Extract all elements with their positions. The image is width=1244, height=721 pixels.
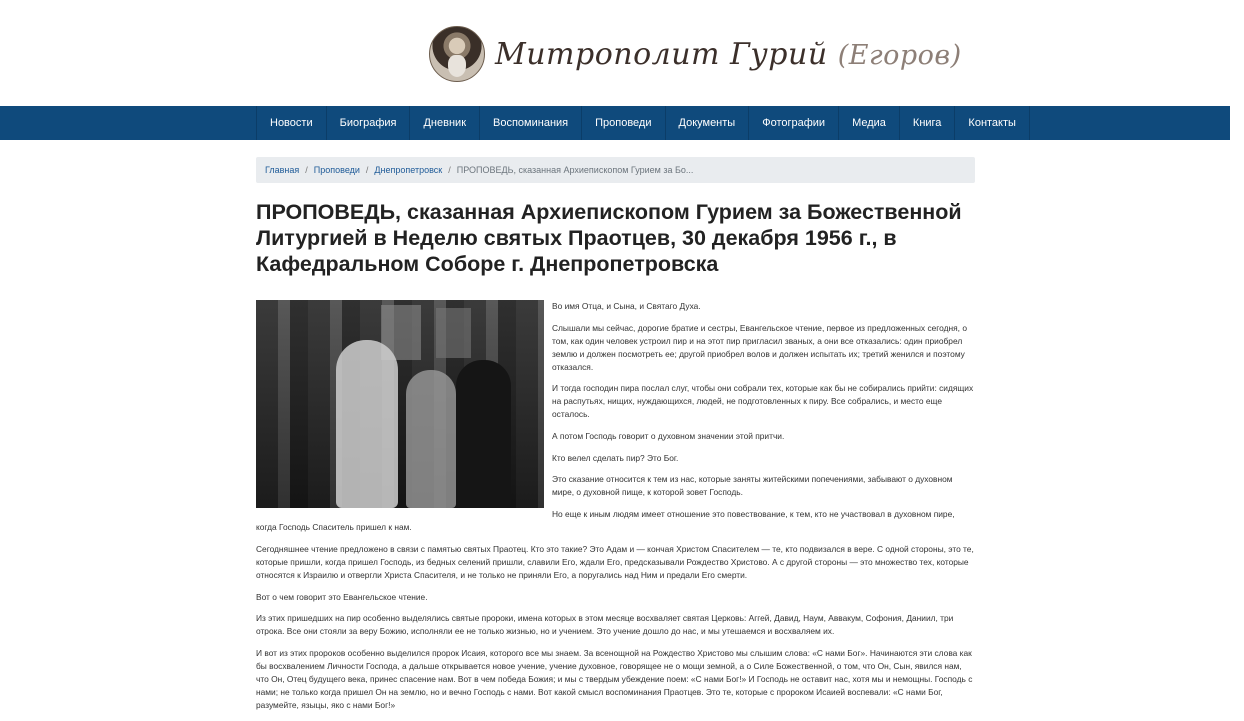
article-paragraph: Кто велел сделать пир? Это Бог. xyxy=(552,452,679,463)
site-header xyxy=(0,0,1244,106)
nav-item-photos[interactable]: Фотографии xyxy=(749,106,839,140)
photo-icon-detail xyxy=(436,308,471,358)
logo-title-subtitle: (Егоров) xyxy=(837,39,962,71)
nav-item-biography[interactable]: Биография xyxy=(327,106,411,140)
nav-item-sermons[interactable]: Проповеди xyxy=(582,106,665,140)
article-paragraph: Во имя Отца, и Сына, и Святаго Духа. xyxy=(552,301,701,311)
nav-item-diary[interactable]: Дневник xyxy=(410,106,480,140)
article-paragraph: И тогда господин пира послал слуг, чтобы они собрали тех, которые как бы не собирались прийти: сидящих на распутьях, нищих, нуждающихся, людей, не подготовленных к пиру. Все собрались, и место еще осталось. xyxy=(552,383,974,420)
article-paragraph: Слышали мы сейчас, дорогие братие и сестры, Евангельское чтение, первое из предложенных сегодня, о том, как один человек устроил пир и на этот пир пригласил званых, а они все отказались: один приобрел землю и должен посмотреть ее; другой приобрел волов и должен испытать их; третий женился и поэтому отказался. xyxy=(552,322,967,372)
article-paragraph: Но еще к иным людям имеет отношение это повествование, к тем, кто не участвовал в духовном пире, когда Господь Спаситель пришел к нам. xyxy=(256,509,955,533)
nav-item-contacts[interactable]: Контакты xyxy=(955,106,1030,140)
nav-item-memories[interactable]: Воспоминания xyxy=(480,106,582,140)
article-paragraph: И вот из этих пророков особенно выделился пророк Исаия, которого все мы знаем. За всенощной на Рождество Христово мы слышим слова: «С нами Бог». Начинаются эти слова как бы восхвалением Личности Господа, а дальше открывается новое учение, учение духовное, говорящее не о мощи земной, а о Силе Божественной, о том, что Он, Сын, явился нам, что Он, Отец будущего века, принес спасение нам. Вот в чем победа Божия; и мы с твердым убеждение поем: «С нами Бог!» И Господь не оставит нас, хотя мы и немощны. Господь с нами; не только когда пришел Он на землю, но и вечно Господь с нами. Вот какой смысл воспоминания Праотцев. Это те, которые с пророком Исаией воспевали: «С нами Бог, разумейте, языцы, яко с нами Бог!» xyxy=(256,647,973,710)
breadcrumb-home-link[interactable]: Главная xyxy=(265,165,300,175)
article-paragraph: Это сказание относится к тем из нас, которые заняты житейскими попечениями, забывают о духовном мире, о духовной пище, к которой зовет Господь. xyxy=(552,474,953,498)
photo-figure xyxy=(406,370,456,508)
breadcrumb-separator: / xyxy=(448,165,451,175)
page-title: ПРОПОВЕДЬ, сказанная Архиепископом Гурием за Божественной Литургией в Неделю святых Праотцев, 30 декабря 1956 г., в Кафедральном Соборе г. Днепропетровска xyxy=(256,200,962,276)
liturgy-photo xyxy=(256,300,544,508)
breadcrumb-separator: / xyxy=(365,165,369,175)
nav-item-news[interactable]: Новости xyxy=(257,106,327,140)
article-paragraph: Из этих пришедших на пир особенно выделялись святые пророки, имена которых в этом месяце восхваляет святая Церковь: Аггей, Давид, Наум, Аввакум, Софония, Даниил, три отрока. Все они стояли за веру Божию, исполняли ее не только жизнью, но и учением. Это учение дошло до нас, и мы утешаемся и восхваляем их. xyxy=(256,613,954,637)
breadcrumb-section-link[interactable]: Проповеди xyxy=(313,165,360,175)
breadcrumb xyxy=(256,157,975,183)
site-logo[interactable] xyxy=(429,26,962,82)
nav-item-media[interactable]: Медиа xyxy=(839,106,900,140)
nav-item-documents[interactable]: Документы xyxy=(666,106,750,140)
breadcrumb-current: ПРОПОВЕДЬ, сказанная Архиепископом Гурием за Бо... xyxy=(456,165,694,175)
article-paragraph: Вот о чем говорит это Евангельское чтение. xyxy=(256,591,428,602)
photo-figure xyxy=(456,360,511,508)
breadcrumb-subsection-link[interactable]: Днепропетровск xyxy=(374,165,443,175)
article-paragraph: А потом Господь говорит о духовном значении этой притчи. xyxy=(552,431,785,442)
logo-title-name: Митрополит Гурий xyxy=(495,36,828,72)
breadcrumb-separator: / xyxy=(305,165,308,175)
article-paragraph: Сегодняшнее чтение предложено в связи с памятью святых Праотец. Кто это такие? Это Адам и — кончая Христом Спасителем — те, кто подвизался в вере. С одной стороны, это те, которые пришли, когда пришел Господь, из бедных селений пришли, славили Его, ждали Его, предсказывали Рождество Христово. А с другой стороны — это множество тех, которые относятся к Израилю и отвергли Христа Спасителя, и не только не приняли Его, а поругались над Ним и предали Его смерти. xyxy=(256,543,974,580)
article-body xyxy=(256,300,975,721)
main-navbar xyxy=(0,106,1230,140)
logo-title xyxy=(495,37,962,72)
nav-item-book[interactable]: Книга xyxy=(900,106,956,140)
main-nav xyxy=(256,106,1030,140)
photo-figure xyxy=(336,340,398,508)
portrait-icon xyxy=(429,26,485,82)
